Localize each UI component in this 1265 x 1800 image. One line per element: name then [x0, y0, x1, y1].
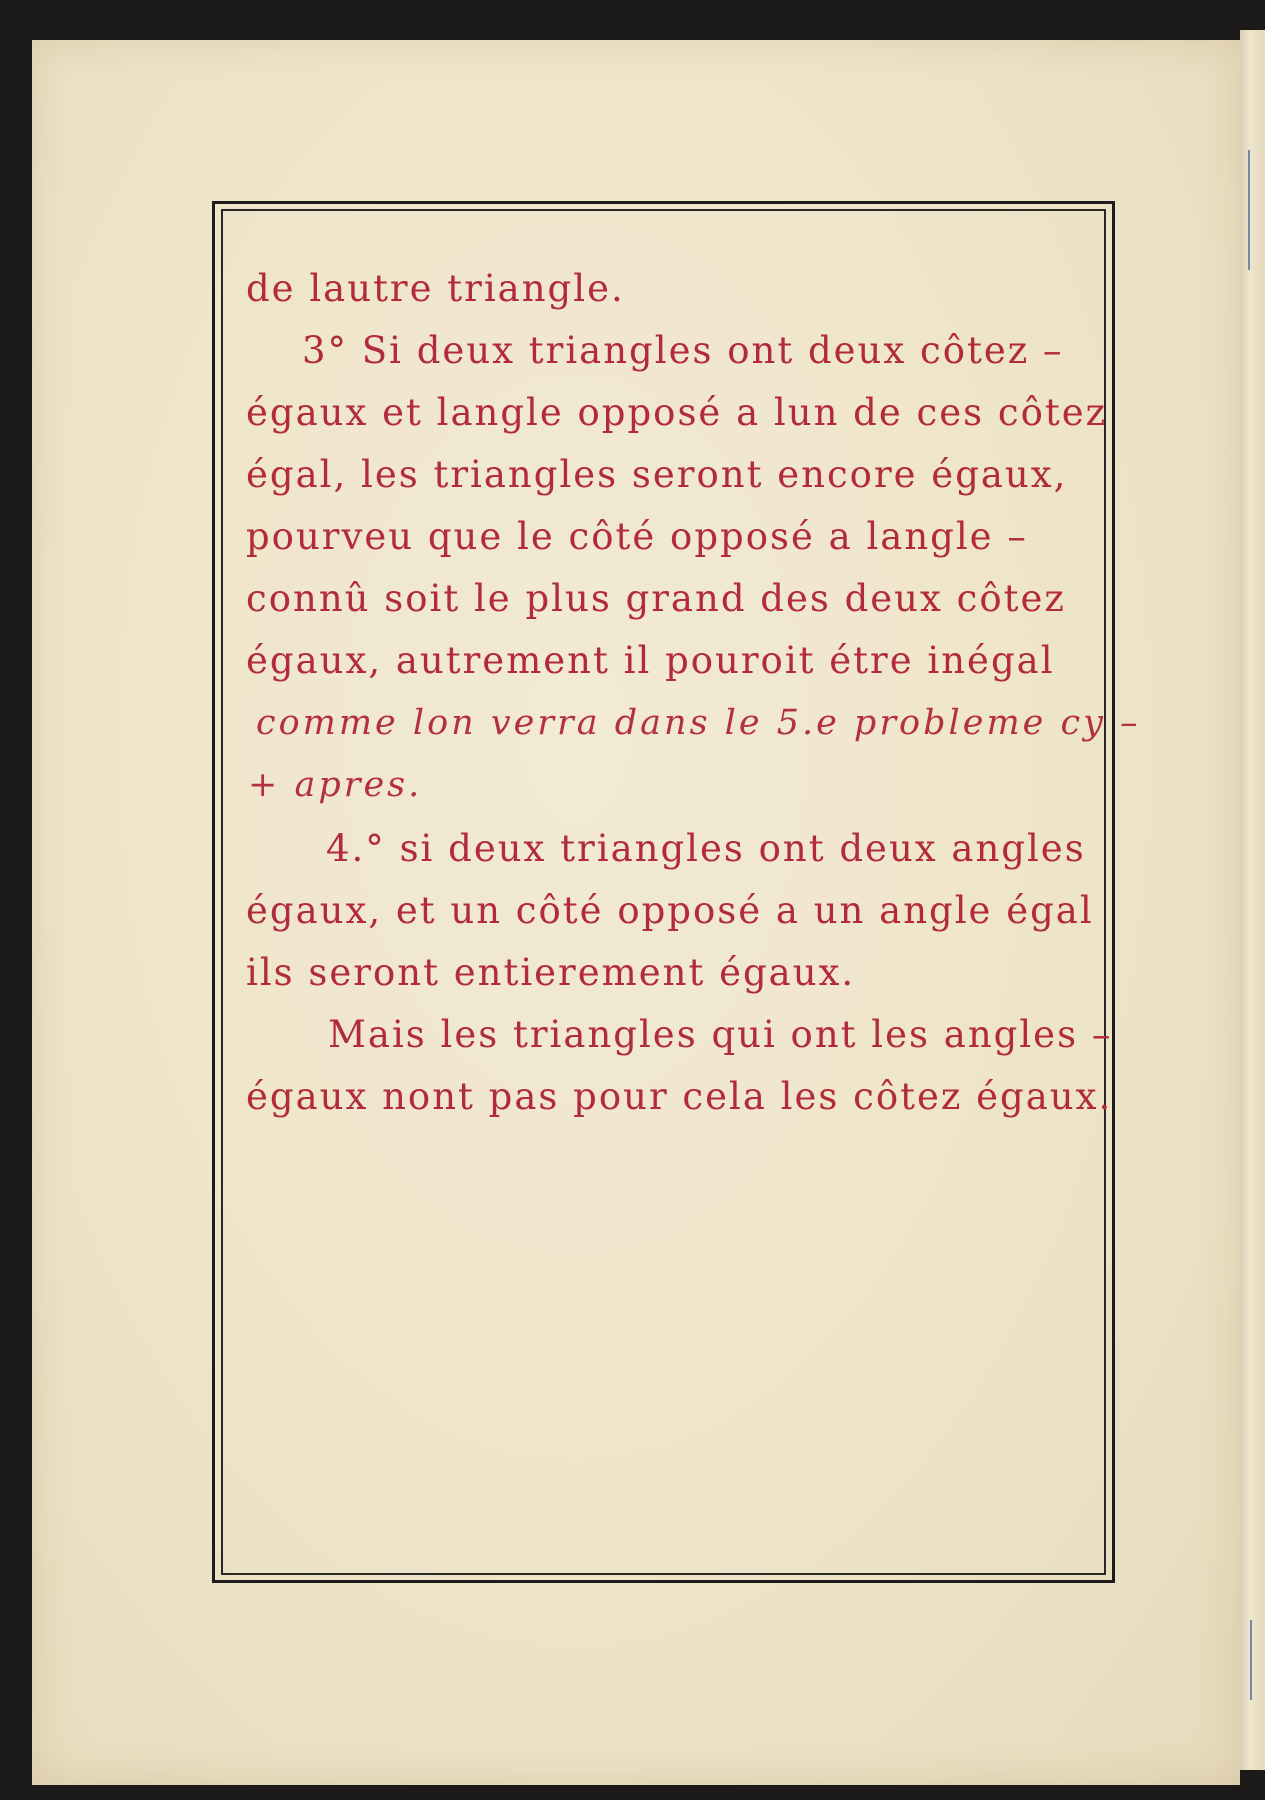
text-line: connû soit le plus grand des deux côtez [246, 577, 1066, 620]
text-line: égaux nont pas pour cela les côtez égaux. [246, 1075, 1113, 1118]
text-line: 4.° si deux triangles ont deux angles [326, 827, 1086, 870]
text-line: + apres. [248, 765, 423, 805]
text-line: égaux, autrement il pouroit étre inégal [246, 639, 1055, 682]
next-page-edge [1240, 30, 1265, 1770]
text-line: égaux et langle opposé a lun de ces côtez [246, 391, 1108, 434]
manuscript-text [246, 267, 1141, 1220]
text-line: ils seront entierement égaux. [246, 951, 856, 994]
text-line: égaux, et un côté opposé a un angle égal [246, 889, 1094, 932]
text-line: 3° Si deux triangles ont deux côtez – [302, 329, 1064, 372]
text-line: comme lon verra dans le 5.e probleme cy – [256, 703, 1141, 743]
text-line: pourveu que le côté opposé a langle – [246, 515, 1028, 558]
text-line: Mais les triangles qui ont les angles – [328, 1013, 1113, 1056]
text-line: de lautre triangle. [246, 267, 625, 310]
text-line: égal, les triangles seront encore égaux, [246, 453, 1068, 496]
